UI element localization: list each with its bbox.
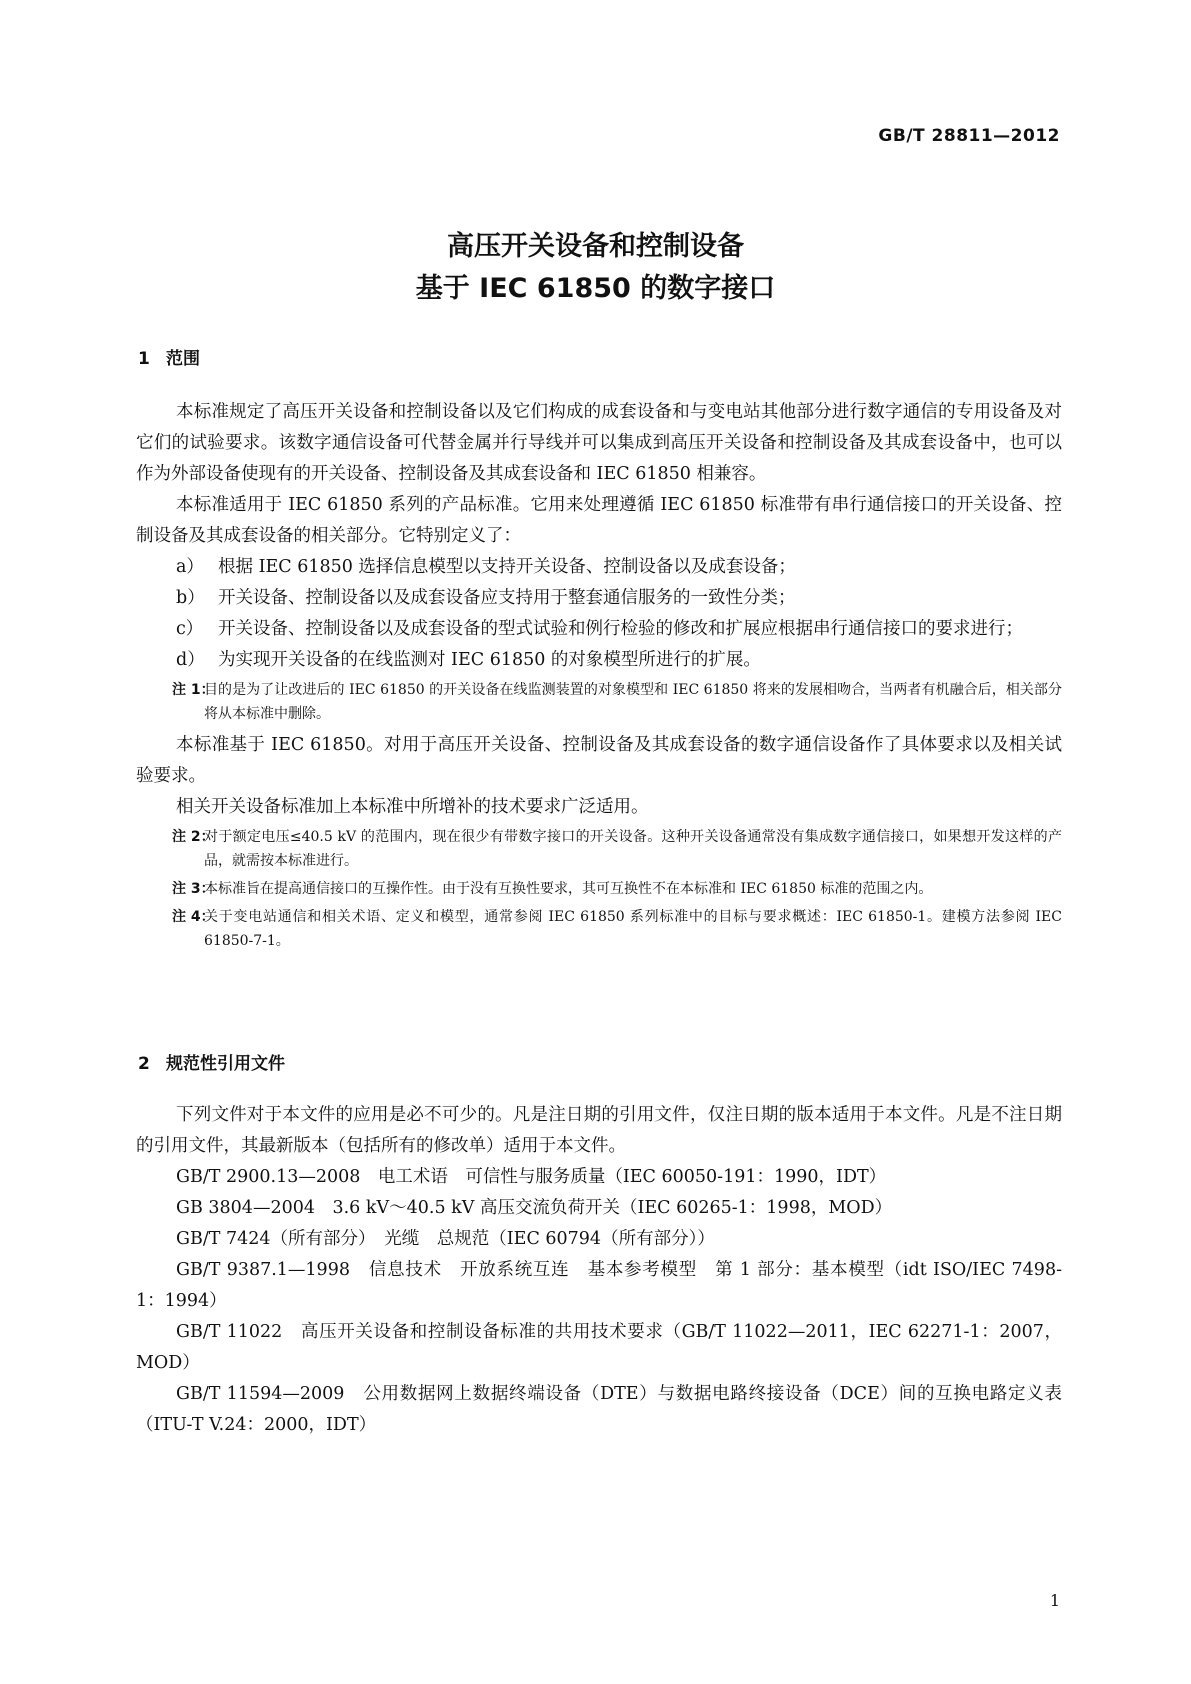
section-1-body bbox=[136, 397, 1062, 957]
list-item bbox=[136, 614, 1062, 645]
list-item-mark: c） bbox=[176, 619, 204, 639]
reference-item: GB/T 7424（所有部分） 光缆 总规范（IEC 60794（所有部分）） bbox=[176, 1229, 715, 1249]
note-4-mark: 注 4： bbox=[172, 909, 215, 925]
note-3-text: 本标准旨在提高通信接口的互操作性。由于没有互换性要求，其可互换性不在本标准和 IEC 61850 标准的范围之内。 bbox=[204, 881, 933, 897]
note-2-text: 对于额定电压≤40.5 kV 的范围内，现在很少有带数字接口的开关设备。这种开关设备通常没有集成数字通信接口，如果想开发这样的产品，就需按本标准进行。 bbox=[204, 829, 1062, 869]
reference-item: GB 3804—2004 3.6 kV～40.5 kV 高压交流负荷开关（IEC 60265-1：1998，MOD） bbox=[176, 1198, 893, 1218]
list-item bbox=[136, 552, 1062, 583]
list-item bbox=[136, 645, 1062, 676]
list-item-text: 根据 IEC 61850 选择信息模型以支持开关设备、控制设备以及成套设备； bbox=[218, 557, 796, 577]
list-item-text: 开关设备、控制设备以及成套设备应支持用于整套通信服务的一致性分类； bbox=[218, 588, 796, 608]
section-1-number: 1 bbox=[138, 349, 150, 369]
list-item bbox=[136, 583, 1062, 614]
standard-code: GB/T 28811—2012 bbox=[878, 126, 1060, 146]
list-item-mark: d） bbox=[176, 650, 205, 670]
scope-paragraph-1: 本标准规定了高压开关设备和控制设备以及它们构成的成套设备和与变电站其他部分进行数字通信的专用设备及对它们的试验要求。该数字通信设备可代替金属并行导线并可以集成到高压开关设备和控制设备及其成套设备中，也可以作为外部设备使现有的开关设备、控制设备及其成套设备和 IEC 61850 相兼容。 bbox=[136, 402, 1062, 484]
list-item-text: 为实现开关设备的在线监测对 IEC 61850 的对象模型所进行的扩展。 bbox=[218, 650, 761, 670]
note-3-mark: 注 3： bbox=[172, 881, 215, 897]
note-4-text: 关于变电站通信和相关术语、定义和模型，通常参阅 IEC 61850 系列标准中的目标与要求概述：IEC 61850-1。建模方法参阅 IEC 61850-7-1。 bbox=[204, 909, 1062, 949]
reference-item: GB/T 11594—2009 公用数据网上数据终端设备（DTE）与数据电路终接设备（DCE）间的互换电路定义表（ITU-T V.24：2000，IDT） bbox=[136, 1384, 1062, 1435]
section-1-heading bbox=[138, 344, 200, 369]
title-line-1: 高压开关设备和控制设备 bbox=[447, 231, 744, 262]
note-1-mark: 注 1： bbox=[172, 682, 215, 698]
note-1-text: 目的是为了让改进后的 IEC 61850 的开关设备在线监测装置的对象模型和 IEC 61850 将来的发展相吻合，当两者有机融合后，相关部分将从本标准中删除。 bbox=[204, 682, 1062, 722]
note-2 bbox=[136, 825, 1062, 873]
note-3 bbox=[136, 877, 1062, 901]
scope-paragraph-3: 本标准基于 IEC 61850。对用于高压开关设备、控制设备及其成套设备的数字通信设备作了具体要求以及相关试验要求。 bbox=[136, 735, 1062, 786]
reference-item: GB/T 2900.13—2008 电工术语 可信性与服务质量（IEC 60050-191：1990，IDT） bbox=[176, 1167, 887, 1187]
section-2-title: 规范性引用文件 bbox=[166, 1054, 285, 1074]
reference-item: GB/T 11022 高压开关设备和控制设备标准的共用技术要求（GB/T 11022—2011，IEC 62271-1：2007，MOD） bbox=[136, 1322, 1062, 1373]
section-2-body bbox=[136, 1100, 1062, 1441]
list-item-mark: b） bbox=[176, 588, 205, 608]
page-number: 1 bbox=[1049, 1591, 1060, 1610]
reference-item: GB/T 9387.1—1998 信息技术 开放系统互连 基本参考模型 第 1 部分：基本模型（idt ISO/IEC 7498-1：1994） bbox=[136, 1260, 1062, 1311]
references-intro: 下列文件对于本文件的应用是必不可少的。凡是注日期的引用文件，仅注日期的版本适用于本文件。凡是不注日期的引用文件，其最新版本（包括所有的修改单）适用于本文件。 bbox=[136, 1105, 1062, 1156]
document-title bbox=[0, 226, 1191, 310]
section-2-number: 2 bbox=[138, 1054, 150, 1074]
scope-paragraph-2: 本标准适用于 IEC 61850 系列的产品标准。它用来处理遵循 IEC 61850 标准带有串行通信接口的开关设备、控制设备及其成套设备的相关部分。它特别定义了： bbox=[136, 495, 1062, 546]
scope-paragraph-4: 相关开关设备标准加上本标准中所增补的技术要求广泛适用。 bbox=[176, 797, 649, 817]
list-item-mark: a） bbox=[176, 557, 204, 577]
list-item-text: 开关设备、控制设备以及成套设备的型式试验和例行检验的修改和扩展应根据串行通信接口的要求进行； bbox=[218, 619, 1023, 639]
section-2-heading bbox=[138, 1049, 285, 1074]
note-2-mark: 注 2： bbox=[172, 829, 215, 845]
note-4 bbox=[136, 905, 1062, 953]
title-line-2: 基于 IEC 61850 的数字接口 bbox=[415, 273, 776, 304]
note-1 bbox=[136, 678, 1062, 726]
section-1-title: 范围 bbox=[166, 349, 200, 369]
